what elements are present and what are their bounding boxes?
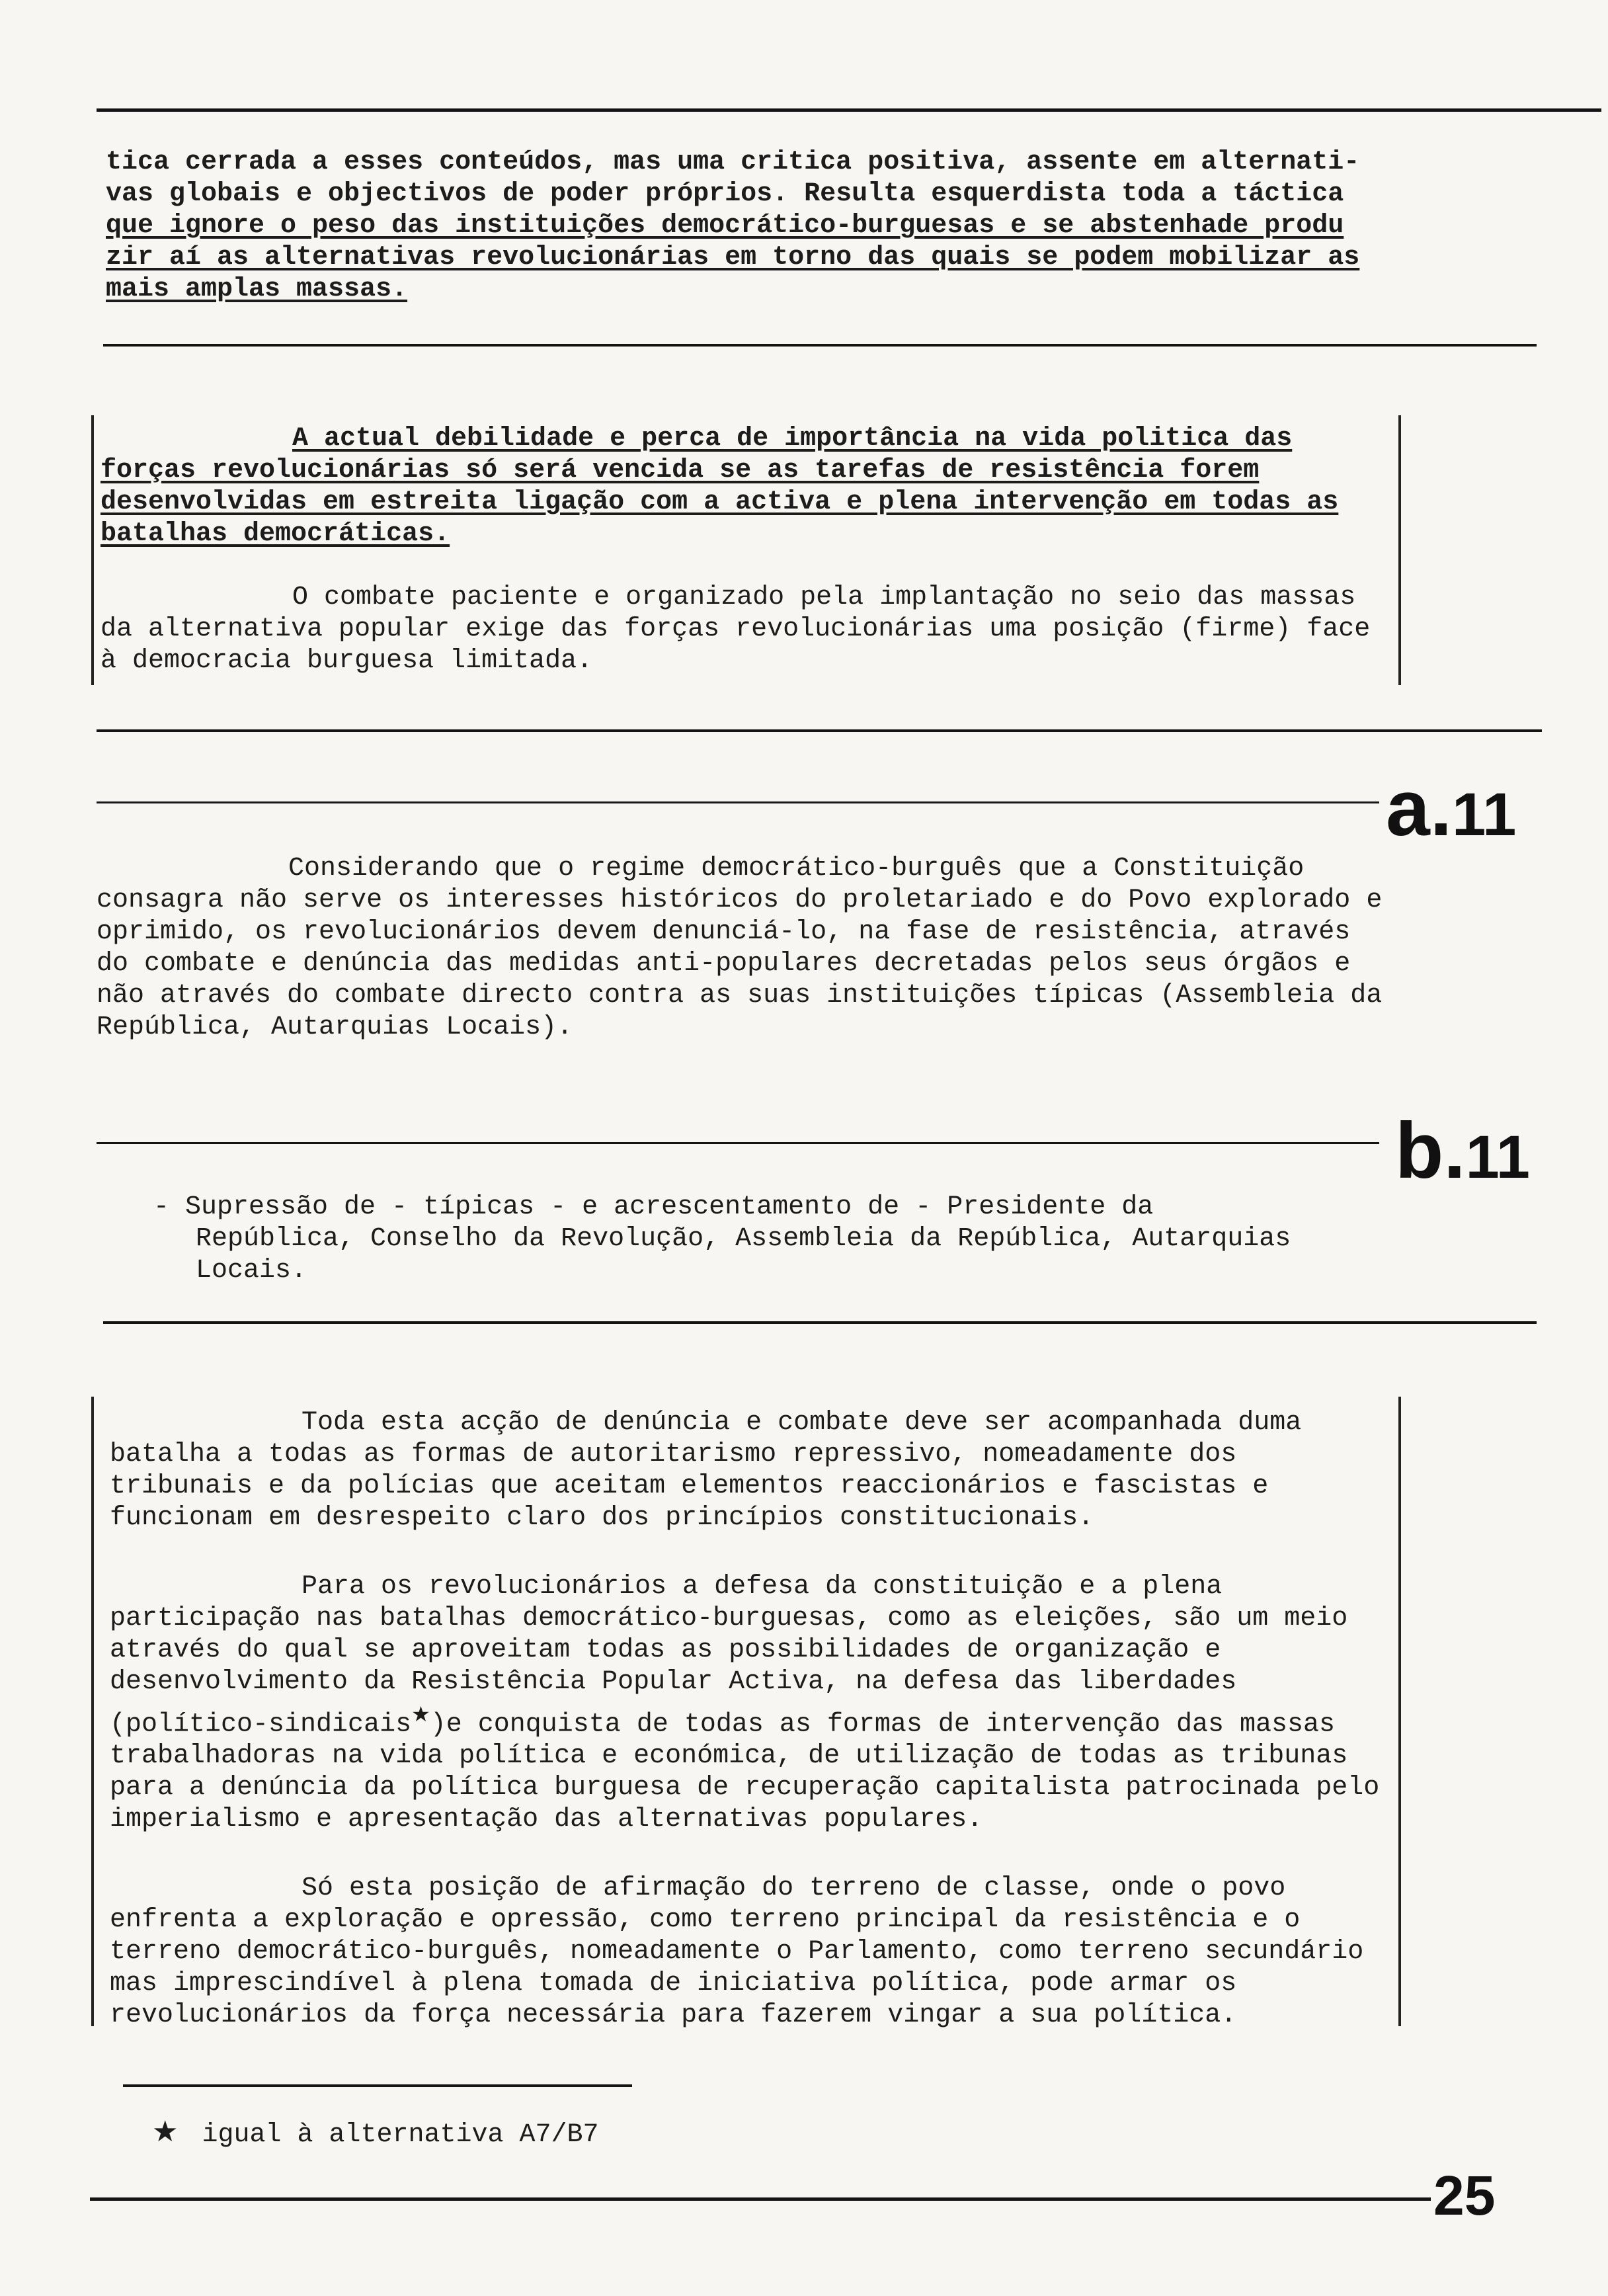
box2-para2 bbox=[110, 1571, 1395, 1836]
box2-para2-part1: Para os revolucionários a defesa da constituição e a plena participação nas batalhas democrático-burguesas, como as eleições, são um meio através do qual se aproveitam todas as possibilidades de organização e desenvolvimento da Resistência Popular Activa, na defesa das liberdades (político-sindicais bbox=[110, 1572, 1348, 1740]
box1-para2: O combate paciente e organizado pela implantação no seio das massas da alternativa popular exige das forças revolucionárias uma posição (firme) face à democracia burguesa limitada. bbox=[100, 583, 1371, 676]
footnote-text: igual à alternativa A7/B7 bbox=[202, 2120, 599, 2150]
top-line-5: mais amplas massas. bbox=[106, 274, 408, 304]
box1-left-bar bbox=[91, 415, 94, 685]
rule-b11-line bbox=[97, 1142, 1379, 1144]
rule-a11-line bbox=[97, 801, 1379, 803]
top-line-4: zir aí as alternativas revolucionárias em torno das quais se podem mobilizar as bbox=[106, 243, 1360, 272]
section-a11-text bbox=[97, 853, 1386, 1044]
top-line-2: vas globais e objectivos de poder próprios. Resulta esquerdista toda a táctica bbox=[106, 179, 1344, 209]
footnote-star-icon: ★ bbox=[152, 2115, 179, 2149]
rule-before-a11 bbox=[97, 729, 1542, 732]
section-b11-text bbox=[153, 1192, 1317, 1287]
box2-para1: Toda esta acção de denúncia e combate deve ser acompanhada duma batalha a todas as formas de autoritarismo repressivo, nomeadamente dos tribunais e da polícias que aceitam elementos reaccionários e fascistas e funcionam em desrespeito claro dos princípios constitucionais. bbox=[110, 1408, 1302, 1533]
top-rule bbox=[97, 108, 1601, 112]
section-a11-letter: a. bbox=[1386, 764, 1453, 852]
section-b11-number: 11 bbox=[1465, 1124, 1530, 1191]
footnote bbox=[152, 2116, 599, 2151]
box1-right-bar bbox=[1398, 415, 1401, 685]
top-continuation-text bbox=[106, 147, 1428, 306]
box2-text bbox=[110, 1407, 1395, 2031]
top-line-1: tica cerrada a esses conteúdos, mas uma critica positiva, assente em alternati- bbox=[106, 147, 1360, 177]
box2-para3: Só esta posição de afirmação do terreno de classe, onde o povo enfrenta a exploração e opressão, como terreno principal da resistência e o terreno democrático-burguês, nomeadamente o Parlamento, como terreno secundário mas imprescindível à plena tomada de iniciativa política, pode armar os revolucionários da força necessária para fazerem vingar a sua política. bbox=[110, 1873, 1364, 2031]
rule-after-b11 bbox=[103, 1321, 1537, 1324]
section-b11-letter: b. bbox=[1395, 1106, 1466, 1195]
rule-after-top-block bbox=[103, 344, 1537, 347]
section-b11-label bbox=[1395, 1106, 1530, 1195]
bottom-rule bbox=[90, 2197, 1431, 2201]
section-a11-number: 11 bbox=[1452, 781, 1517, 848]
box2-para2-part2: )e conquista de todas as formas de intervenção das massas trabalhadoras na vida política e económica, de utilização de todas as tribunas para a denúncia da política burguesa de recuperação capitalista patrocinada pelo imperialismo e apresentação das alternativas populares. bbox=[110, 1709, 1380, 1835]
box1-para1: A actual debilidade e perca de importância na vida politica das forças revolucionárias só será vencida se as tarefas de resistência forem desenvolvidas em estreita ligação com a activa e plena intervenção em todas as batalhas democráticas. bbox=[100, 424, 1339, 549]
box2-left-bar bbox=[91, 1397, 94, 2026]
footnote-rule bbox=[123, 2084, 632, 2087]
section-b11-item: - Supressão de - típicas - e acrescentamento de - Presidente da República, Conselho da Revolução, Assembleia da República, Autarquias Locais. bbox=[153, 1192, 1291, 1286]
star-reference-icon: ★ bbox=[411, 1702, 430, 1727]
box2-right-bar bbox=[1398, 1397, 1401, 2026]
section-a11-paragraph: Considerando que o regime democrático-burguês que a Constituição consagra não serve os interesses históricos do proletariado e do Povo explorado e oprimido, os revolucionários devem denunciá-lo, na fase de resistência, através do combate e denúncia das medidas anti-populares decretadas pelos seus órgãos e não através do combate directo contra as suas instituições típicas (Assembleia da República, Autarquias Locais). bbox=[97, 854, 1383, 1042]
page-number: 25 bbox=[1433, 2164, 1496, 2227]
box1-text bbox=[100, 423, 1396, 677]
section-a11-label bbox=[1386, 764, 1517, 852]
top-line-3: que ignore o peso das instituições democrático-burguesas e se abstenhade produ bbox=[106, 211, 1344, 241]
